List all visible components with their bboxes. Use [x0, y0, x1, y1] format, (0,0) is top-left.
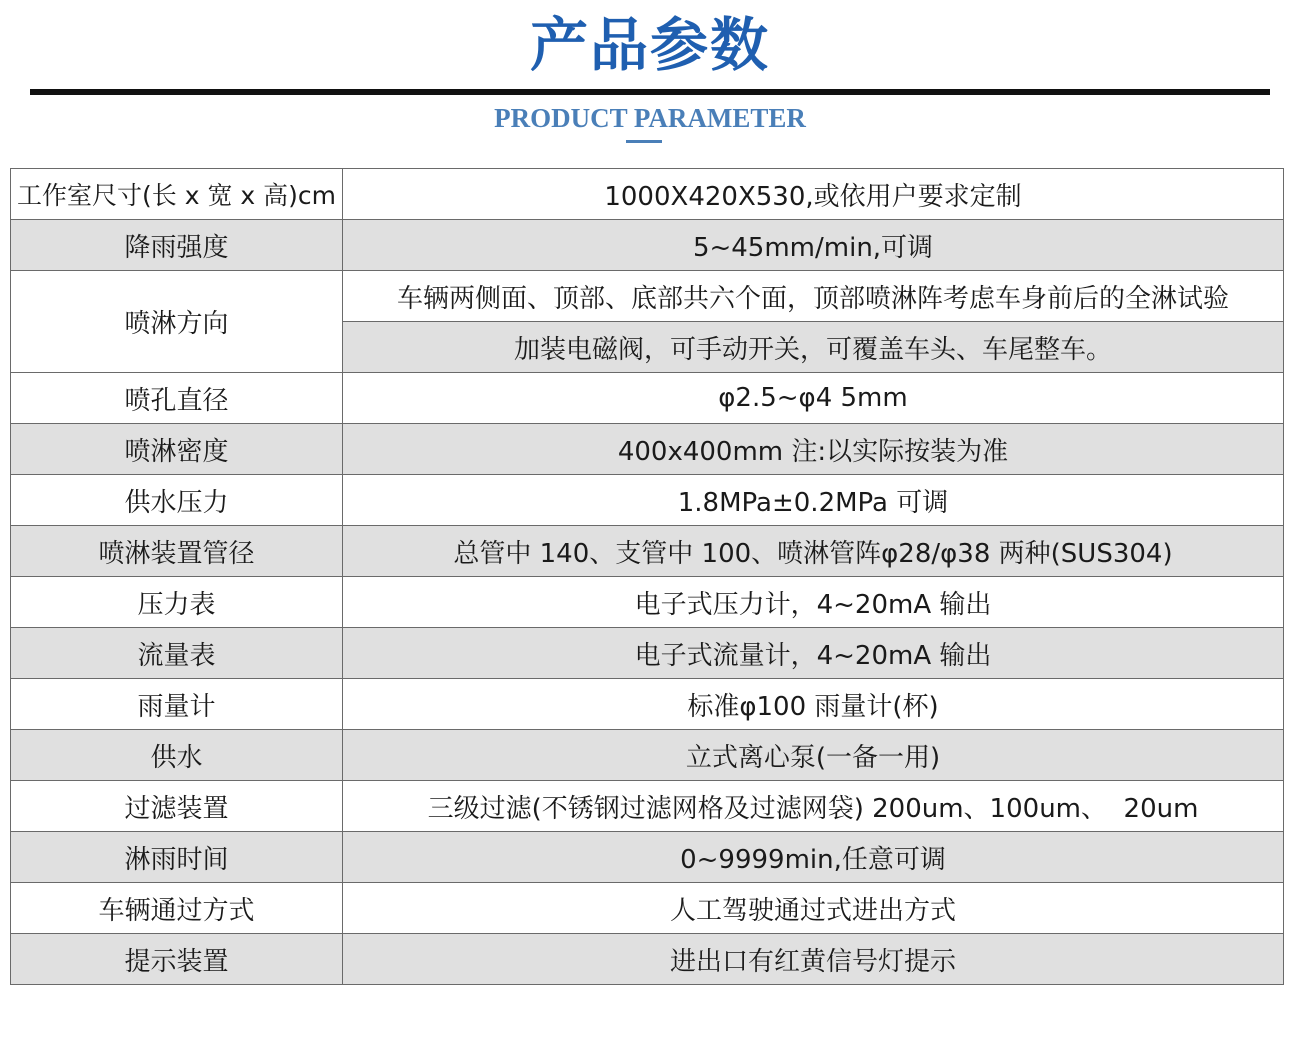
- parameter-value-text: 400x400mm 注:以实际按装为准: [617, 436, 1009, 467]
- parameter-value-text: 标准φ100 雨量计(杯): [687, 691, 939, 722]
- parameter-label-text: 供水压力: [124, 487, 229, 518]
- subtitle-underline: [626, 140, 662, 143]
- parameter-value-text: 电子式压力计，4~20mA 输出: [634, 589, 992, 620]
- parameter-label-text: 喷孔直径: [124, 385, 229, 416]
- parameter-label: [11, 781, 343, 832]
- parameter-label-text: 降雨强度: [124, 232, 229, 263]
- parameter-label-text: 喷淋密度: [124, 436, 229, 467]
- parameter-value: [343, 832, 1284, 883]
- parameter-value-text: 电子式流量计，4~20mA 输出: [634, 640, 992, 671]
- parameter-label: [11, 220, 343, 271]
- parameter-value-text: 人工驾驶通过式进出方式: [669, 895, 956, 926]
- table-row: [11, 679, 1284, 730]
- parameter-label-text: 雨量计: [137, 691, 216, 722]
- parameter-label: [11, 373, 343, 424]
- parameter-value: [343, 577, 1284, 628]
- table-row: [11, 169, 1284, 220]
- table-row: [11, 220, 1284, 271]
- parameter-value-text: 加装电磁阀，可手动开关，可覆盖车头、车尾整车。: [513, 334, 1112, 365]
- parameter-value: [343, 271, 1284, 322]
- parameter-label: [11, 883, 343, 934]
- table-row: [11, 526, 1284, 577]
- parameter-value: [343, 730, 1284, 781]
- table-row: [11, 373, 1284, 424]
- parameter-label-text: 喷淋方向: [124, 309, 229, 339]
- parameter-value: [343, 169, 1284, 220]
- parameter-value-text: 总管中 140、支管中 100、喷淋管阵φ28/φ38 两种(SUS304): [453, 538, 1173, 569]
- page-title: 产品参数: [529, 11, 770, 79]
- page-subtitle: PRODUCT PARAMETER: [494, 103, 806, 133]
- parameter-label-text: 车辆通过方式: [98, 895, 255, 926]
- parameter-value: [343, 628, 1284, 679]
- parameter-label-text: 工作室尺寸(长 x 宽 x 高)cm: [17, 181, 336, 210]
- parameter-value-text: 1.8MPa±0.2MPa 可调: [677, 487, 949, 518]
- parameter-label: [11, 730, 343, 781]
- table-row: [11, 832, 1284, 883]
- parameter-label: [11, 271, 343, 373]
- table-row: [11, 934, 1284, 985]
- parameter-label: [11, 577, 343, 628]
- parameter-value: [343, 475, 1284, 526]
- parameter-value-text: 1000X420X530,或依用户要求定制: [604, 181, 1022, 212]
- table-row: [11, 883, 1284, 934]
- table-row: [11, 577, 1284, 628]
- parameter-value-text: 车辆两侧面、顶部、底部共六个面，顶部喷淋阵考虑车身前后的全淋试验: [396, 283, 1229, 314]
- table-row: [11, 628, 1284, 679]
- parameter-value: [343, 373, 1284, 424]
- parameter-label-text: 流量表: [137, 640, 216, 671]
- title-divider: [30, 89, 1270, 95]
- parameter-label-text: 淋雨时间: [124, 844, 229, 875]
- table-row: [11, 781, 1284, 832]
- parameter-value: [343, 526, 1284, 577]
- parameter-value-text: 三级过滤(不锈钢过滤网格及过滤网袋) 200um、100um、 20um: [427, 793, 1199, 824]
- parameter-label: [11, 424, 343, 475]
- parameter-value-text: 进出口有红黄信号灯提示: [669, 946, 956, 977]
- parameter-value: [343, 220, 1284, 271]
- parameter-value: [343, 934, 1284, 985]
- parameter-value: [343, 424, 1284, 475]
- parameter-label: [11, 526, 343, 577]
- parameter-value: [343, 322, 1284, 373]
- parameter-label-text: 供水: [150, 742, 203, 773]
- parameter-label: [11, 832, 343, 883]
- parameter-value: [343, 883, 1284, 934]
- parameter-value: [343, 679, 1284, 730]
- parameter-label: [11, 934, 343, 985]
- parameter-label-text: 压力表: [137, 589, 216, 620]
- parameter-label: [11, 475, 343, 526]
- parameter-label: [11, 628, 343, 679]
- parameter-table: [10, 168, 1284, 985]
- parameter-label: [11, 679, 343, 730]
- parameter-value: [343, 781, 1284, 832]
- parameter-value-text: φ2.5~φ4 5mm: [718, 383, 908, 413]
- parameter-label: [11, 169, 343, 220]
- parameter-label-text: 喷淋装置管径: [98, 538, 255, 569]
- table-row: [11, 730, 1284, 781]
- parameter-value-text: 0~9999min,任意可调: [680, 844, 946, 875]
- table-row: [11, 424, 1284, 475]
- parameter-value-text: 5~45mm/min,可调: [692, 232, 934, 263]
- parameter-label-text: 过滤装置: [124, 793, 229, 824]
- table-row: [11, 475, 1284, 526]
- table-row: [11, 271, 1284, 322]
- parameter-label-text: 提示装置: [124, 946, 229, 977]
- parameter-value-text: 立式离心泵(一备一用): [685, 742, 941, 773]
